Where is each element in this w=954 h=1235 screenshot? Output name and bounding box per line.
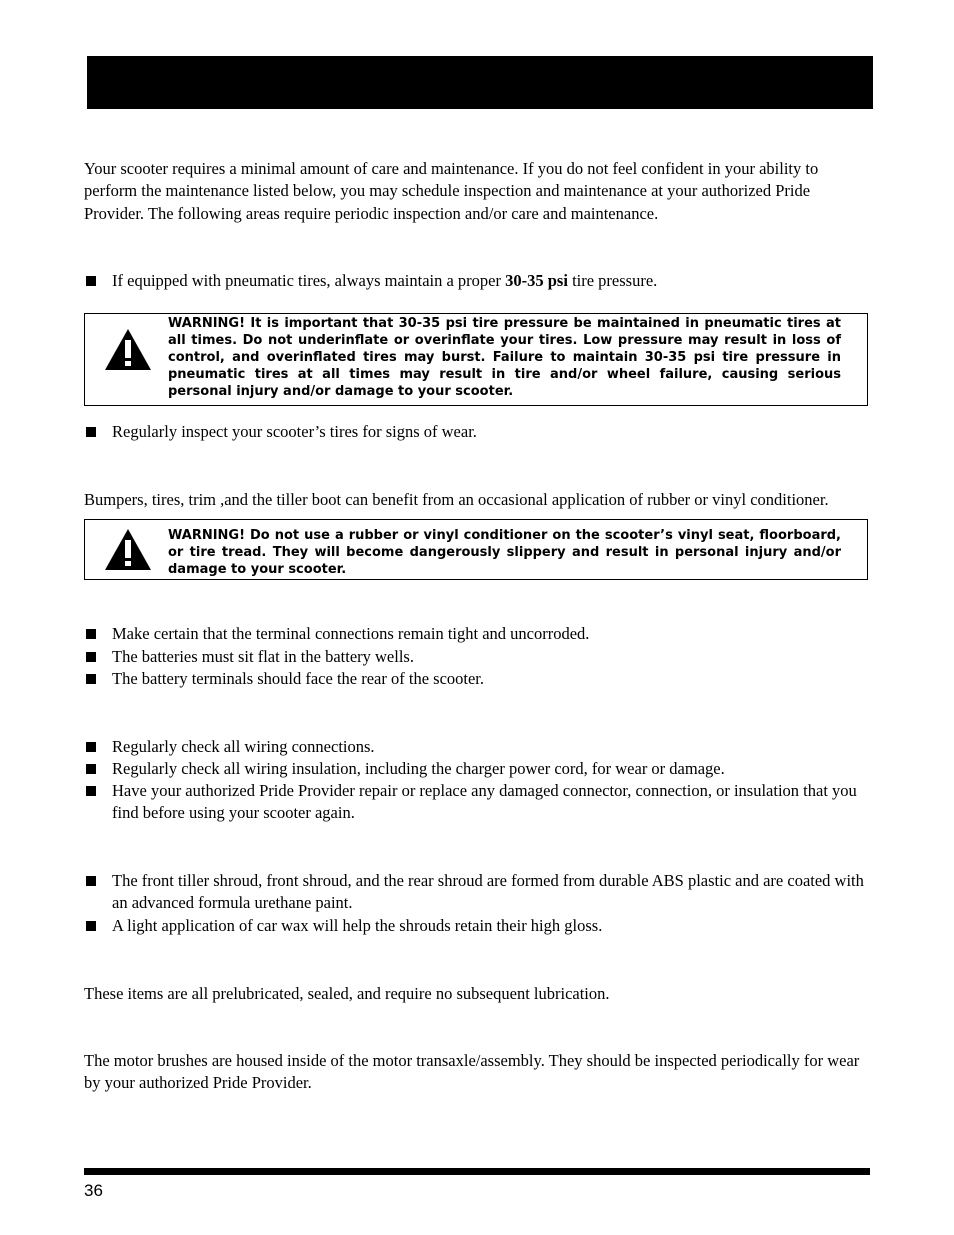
square-bullet-icon [86,764,96,774]
battery-bullet-2: The batteries must sit flat in the battery wells. [84,646,870,668]
square-bullet-icon [86,674,96,684]
wiring-bullet-1: Regularly check all wiring connections. [84,736,870,758]
exterior-paragraph: Bumpers, tires, trim ,and the tiller boot can benefit from an occasional application of rubber or vinyl conditioner. [84,490,829,509]
tire-wear-bullet: Regularly inspect your scooter’s tires for signs of wear. [84,421,870,443]
page-number: 36 [84,1181,103,1200]
square-bullet-icon [86,427,96,437]
tire-pressure-bullet: If equipped with pneumatic tires, always maintain a proper 30-35 psi tire pressure. [84,270,870,292]
square-bullet-icon [86,786,96,796]
warning-triangle-icon [103,527,153,572]
shroud-bullet-2: A light application of car wax will help the shrouds retain their high gloss. [84,915,870,937]
footer-rule [84,1168,870,1175]
shroud-bullet-1: The front tiller shroud, front shroud, and the rear shroud are formed from durable ABS plastic and are coated with an advanced formula urethane paint. [84,870,870,915]
battery-bullet-1: Make certain that the terminal connections remain tight and uncorroded. [84,623,870,645]
psi-bold: 30-35 psi [505,271,568,290]
intro-paragraph: Your scooter requires a minimal amount of care and maintenance. If you do not feel confident in your ability to perform the maintenance listed below, you may schedule inspection and maintenance at your authorized Pride Provider. The following areas require periodic inspection and/or care and maintenance. [84,159,819,223]
exterior-warning-text: WARNING! Do not use a rubber or vinyl conditioner on the scooter’s vinyl seat, floorboard, or tire tread. They will become dangerously slippery and result in personal injury and/or damage to your scooter. [168,528,841,577]
tire-warning-box [84,313,868,406]
warning-triangle-icon [103,327,153,372]
bearings-paragraph: These items are all prelubricated, sealed, and require no subsequent lubrication. [84,984,610,1003]
battery-bullet-3: The battery terminals should face the rear of the scooter. [84,668,870,690]
wiring-bullet-2: Regularly check all wiring insulation, including the charger power cord, for wear or damage. [84,758,870,780]
tire-warning-text: WARNING! It is important that 30-35 psi tire pressure be maintained in pneumatic tires at all times. Do not underinflate or overinflate your tires. Low pressure may result in loss of control, and overinflated tires may burst. Failure to maintain 30-35 psi tire pressure in pneumatic tires at all times may result in tire and/or wheel failure, causing serious personal injury and/or damage to your scooter. [168,316,841,399]
wiring-bullet-3: Have your authorized Pride Provider repair or replace any damaged connector, connection, or insulation that you find before using your scooter again. [84,780,870,825]
square-bullet-icon [86,652,96,662]
exterior-warning-box [84,519,868,580]
square-bullet-icon [86,742,96,752]
motor-paragraph: The motor brushes are housed inside of the motor transaxle/assembly. They should be inspected periodically for wear by your authorized Pride Provider. [84,1051,860,1093]
square-bullet-icon [86,876,96,886]
header-bar [87,56,873,109]
square-bullet-icon [86,629,96,639]
square-bullet-icon [86,921,96,931]
square-bullet-icon [86,276,96,286]
